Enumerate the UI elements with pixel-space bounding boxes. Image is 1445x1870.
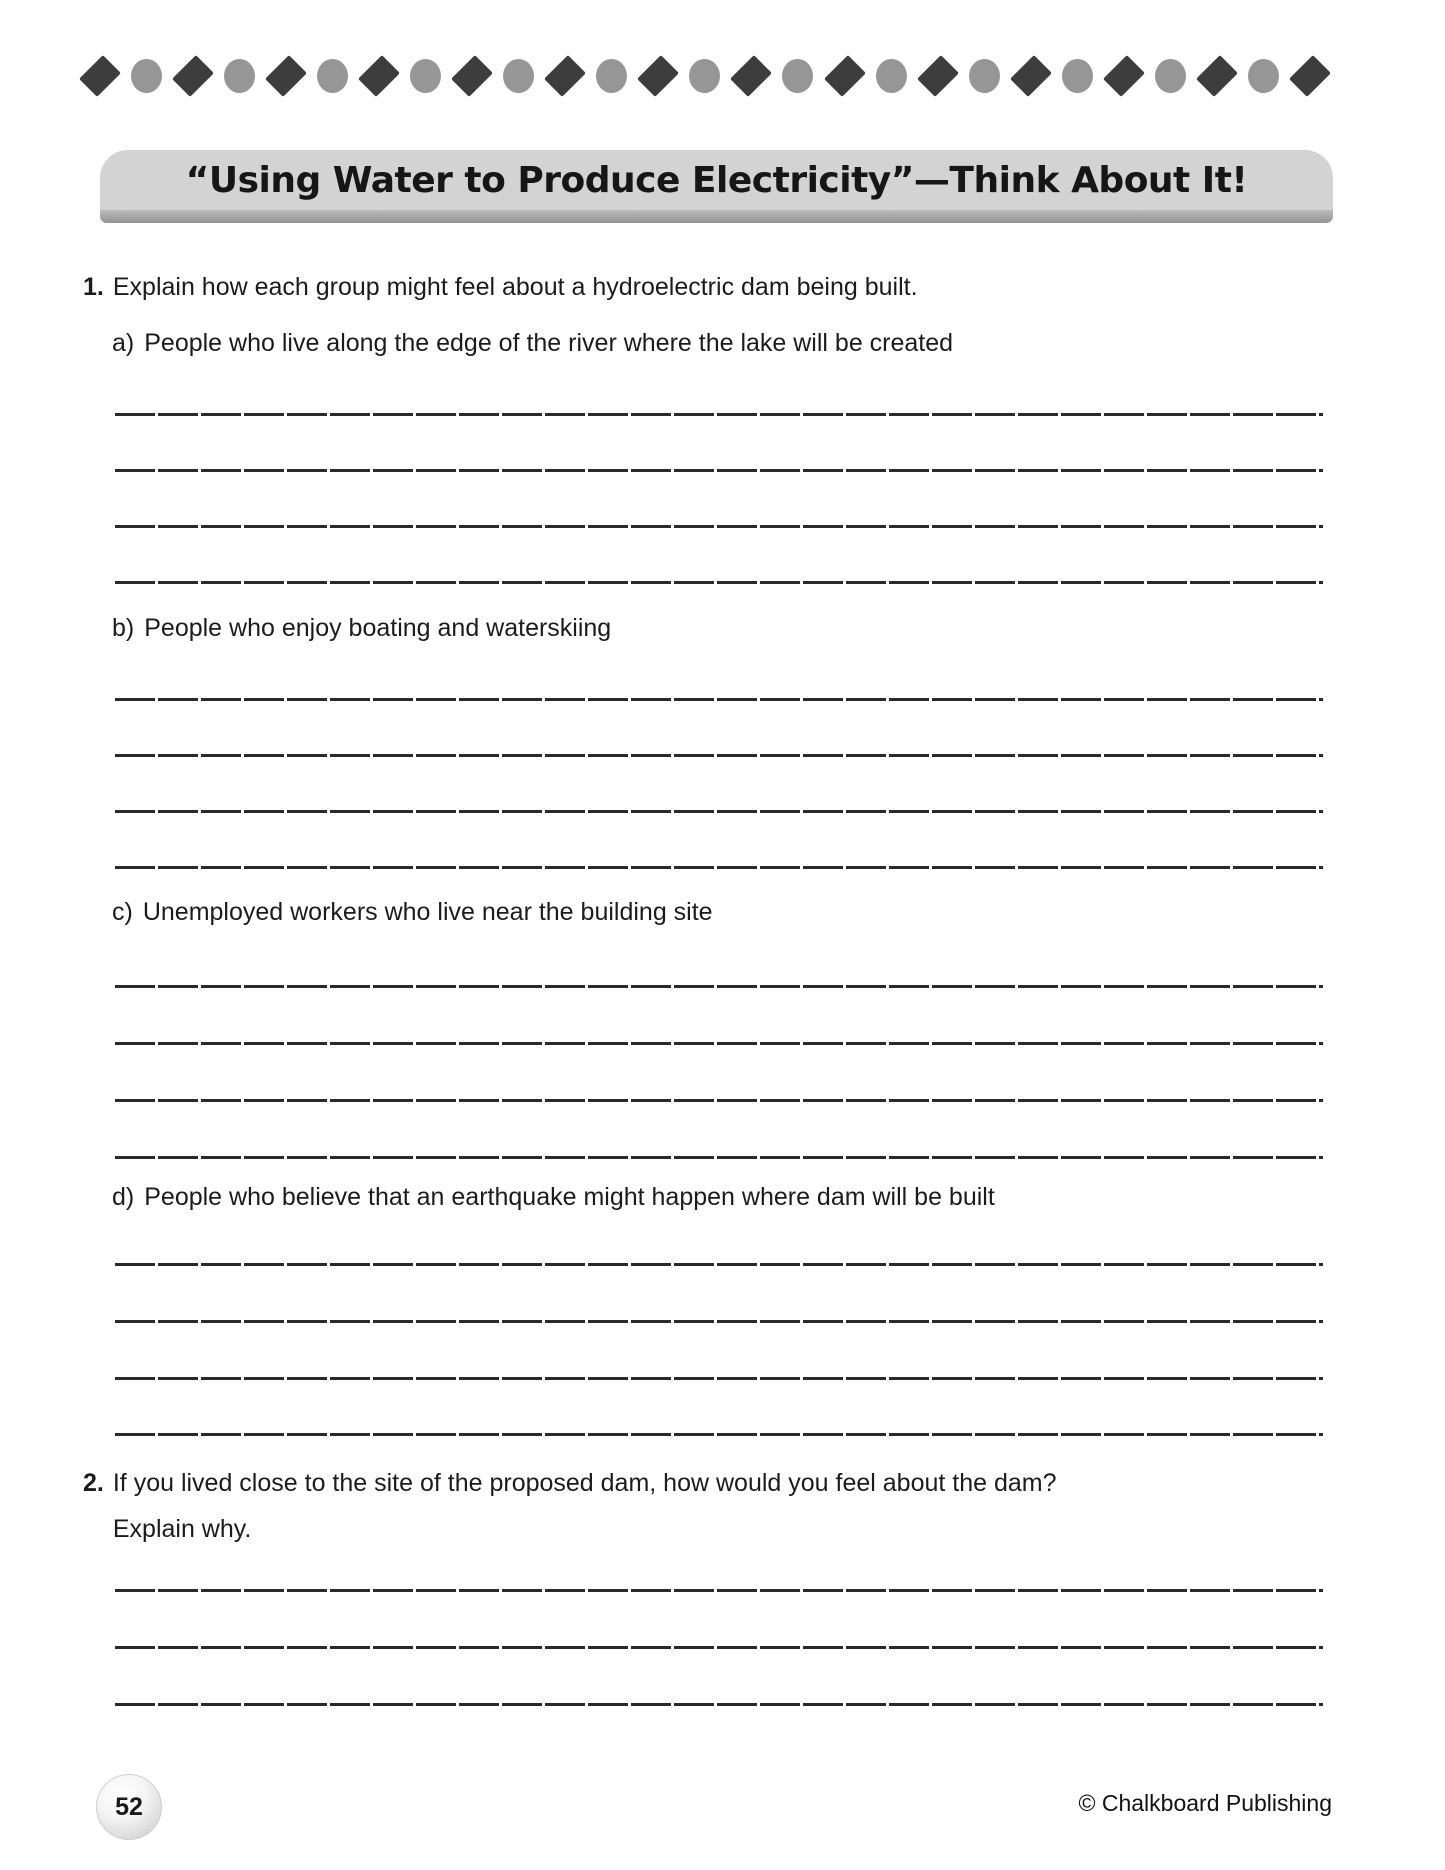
answer-line [115,866,1323,869]
answer-line [115,1377,1323,1380]
part-letter: b) [112,614,135,642]
diamond-icon [824,55,866,97]
answer-line [115,1042,1323,1045]
answer-line [115,698,1323,701]
circle-icon [131,59,162,93]
diamond-icon [544,55,586,97]
part-letter: a) [112,329,135,357]
part-text: People who believe that an earthquake might happen where dam will be built [144,1183,995,1211]
question-1-part-b [112,613,611,643]
answer-line [115,985,1323,988]
part-text: Unemployed workers who live near the building site [142,898,713,926]
circle-icon [1062,59,1093,93]
circle-icon [317,59,348,93]
diamond-icon [1196,55,1238,97]
circle-icon [689,59,720,93]
answer-line [115,413,1323,416]
diamond-icon [451,55,493,97]
answer-line [115,1156,1323,1159]
answer-line [115,810,1323,813]
page-number: 52 [115,1792,143,1821]
answer-line [115,469,1323,472]
answer-line [115,1646,1323,1649]
copyright-text: © Chalkboard Publishing [1078,1790,1332,1816]
answer-line [115,754,1323,757]
answer-line [115,581,1323,584]
diamond-icon [79,55,121,97]
answer-line [115,525,1323,528]
question-text: Explain how each group might feel about a hydroelectric dam being built. [112,273,918,301]
part-text: People who live along the edge of the river where the lake will be created [144,329,954,357]
diamond-icon [1103,55,1145,97]
answer-line [115,1263,1323,1266]
page-number-badge [96,1774,162,1840]
answer-line [115,1433,1323,1436]
circle-icon [410,59,441,93]
answer-line [115,1320,1323,1323]
answer-line [115,1589,1323,1592]
circle-icon [224,59,255,93]
part-letter: d) [112,1183,135,1211]
diamond-icon [172,55,214,97]
question-1-part-d [112,1182,995,1212]
question-1 [83,272,1333,302]
diamond-icon [1010,55,1052,97]
diamond-icon [731,55,773,97]
question-text: If you lived close to the site of the proposed dam, how would you feel about the dam? Explain why. [112,1469,1057,1543]
diamond-icon [1289,55,1331,97]
page-title: “Using Water to Produce Electricity”—Think About It! [185,160,1248,201]
question-number: 1. [83,273,104,301]
circle-icon [503,59,534,93]
circle-icon [782,59,813,93]
circle-icon [969,59,1000,93]
answer-line [115,1099,1323,1102]
part-letter: c) [112,898,133,926]
diamond-icon [637,55,679,97]
circle-icon [1248,59,1279,93]
diamond-icon [358,55,400,97]
question-2 [83,1460,1333,1552]
diamond-icon [917,55,959,97]
diamond-icon [265,55,307,97]
circle-icon [876,59,907,93]
circle-icon [1155,59,1186,93]
title-banner [100,150,1333,223]
circle-icon [596,59,627,93]
question-1-part-c [112,897,713,927]
part-text: People who enjoy boating and waterskiing [144,614,612,642]
question-1-part-a [112,328,953,358]
answer-line [115,1703,1323,1706]
question-number: 2. [83,1469,104,1497]
decorative-border [85,52,1325,100]
